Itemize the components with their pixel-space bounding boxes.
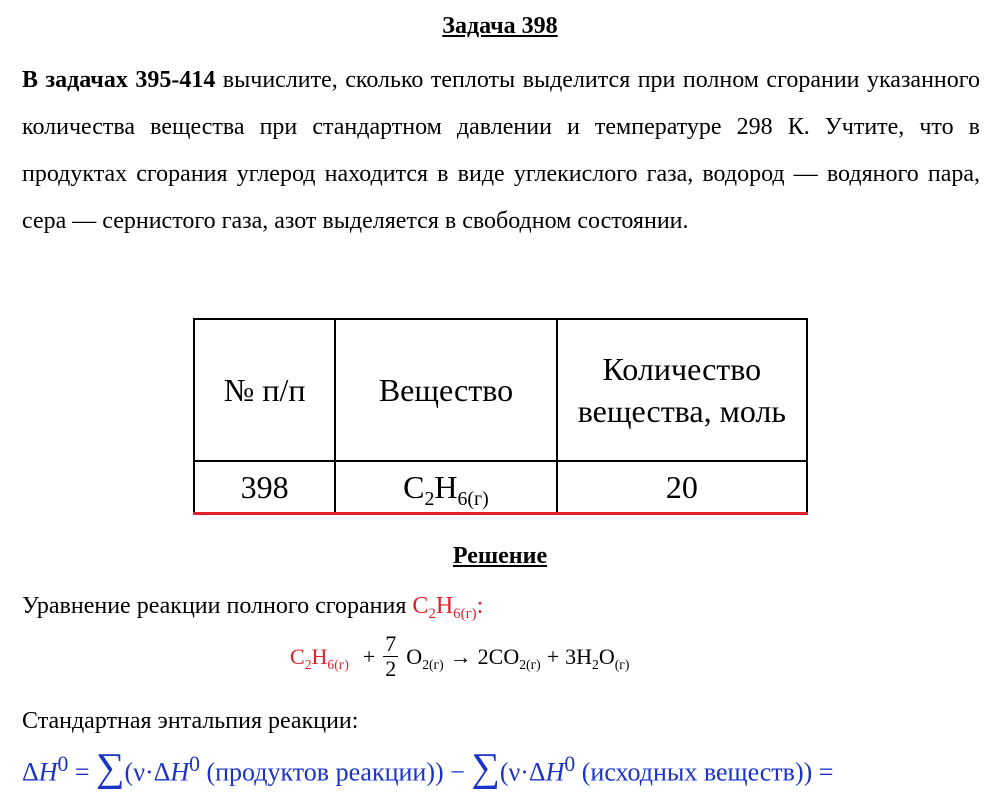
reaction-equation — [290, 632, 629, 681]
cell-amount: 20 — [557, 461, 807, 513]
table-header-row — [194, 319, 807, 461]
equation-reactant: $C_2H_{6(г)}$ — [290, 643, 349, 672]
fraction-denominator: 2 — [385, 656, 397, 681]
equation-plus-1: + — [362, 643, 376, 669]
header-amount: Количество вещества, моль — [557, 319, 807, 461]
solution-title: Решение — [452, 543, 548, 569]
equation-plus-2: + — [546, 643, 560, 669]
enthalpy-intro: Стандартная энтальпия реакции: — [22, 708, 359, 734]
task-range: В задачах 395-414 — [22, 67, 216, 93]
equation-fraction — [383, 632, 398, 681]
sum-icon: ∑ — [96, 744, 125, 790]
data-table — [193, 318, 808, 514]
sum-icon-2: ∑ — [471, 744, 500, 790]
equation-product-h2o: $3H_2O_{(г)}$ — [565, 643, 630, 672]
equation-arrow: → — [449, 643, 472, 669]
equation-oxygen: $O_{2(г)}$ — [406, 643, 444, 672]
table-row — [194, 461, 807, 513]
table-underline — [193, 512, 808, 515]
page-title: Задача 398 — [442, 13, 558, 39]
cell-number: 398 — [194, 461, 335, 513]
equation-product-co2: $2CO_{2(г)}$ — [477, 643, 541, 672]
task-statement — [22, 57, 980, 245]
header-number: № п/п — [194, 319, 335, 461]
reaction-intro: Уравнение реакции полного сгорания $C_2H_{6(г)}$: — [22, 593, 484, 623]
fraction-numerator: 7 — [385, 631, 397, 656]
task-text: вычислите, сколько теплоты выделится при полном сгорании указанного количества вещества при стандартном давлении и температуре 298 К. Учтите, что в продуктах сгорания углерод находится в виде углекислого газа, водород — водяного пара, сера — сернистого газа, азот выделяется в свободном состоянии. — [22, 67, 981, 234]
header-substance: Вещество — [335, 319, 556, 461]
enthalpy-formula: $\Delta H^0 = \sum(\nu\cdot\Delta H^0$ (продуктов реакции)) − $\sum(\nu\cdot\Delta H^0$ (исходных веществ)) = — [22, 744, 834, 790]
cell-substance: $C_2H_{6(г)}$ — [335, 461, 556, 513]
reaction-compound: $C_2H_{6(г)}$: — [412, 593, 484, 623]
